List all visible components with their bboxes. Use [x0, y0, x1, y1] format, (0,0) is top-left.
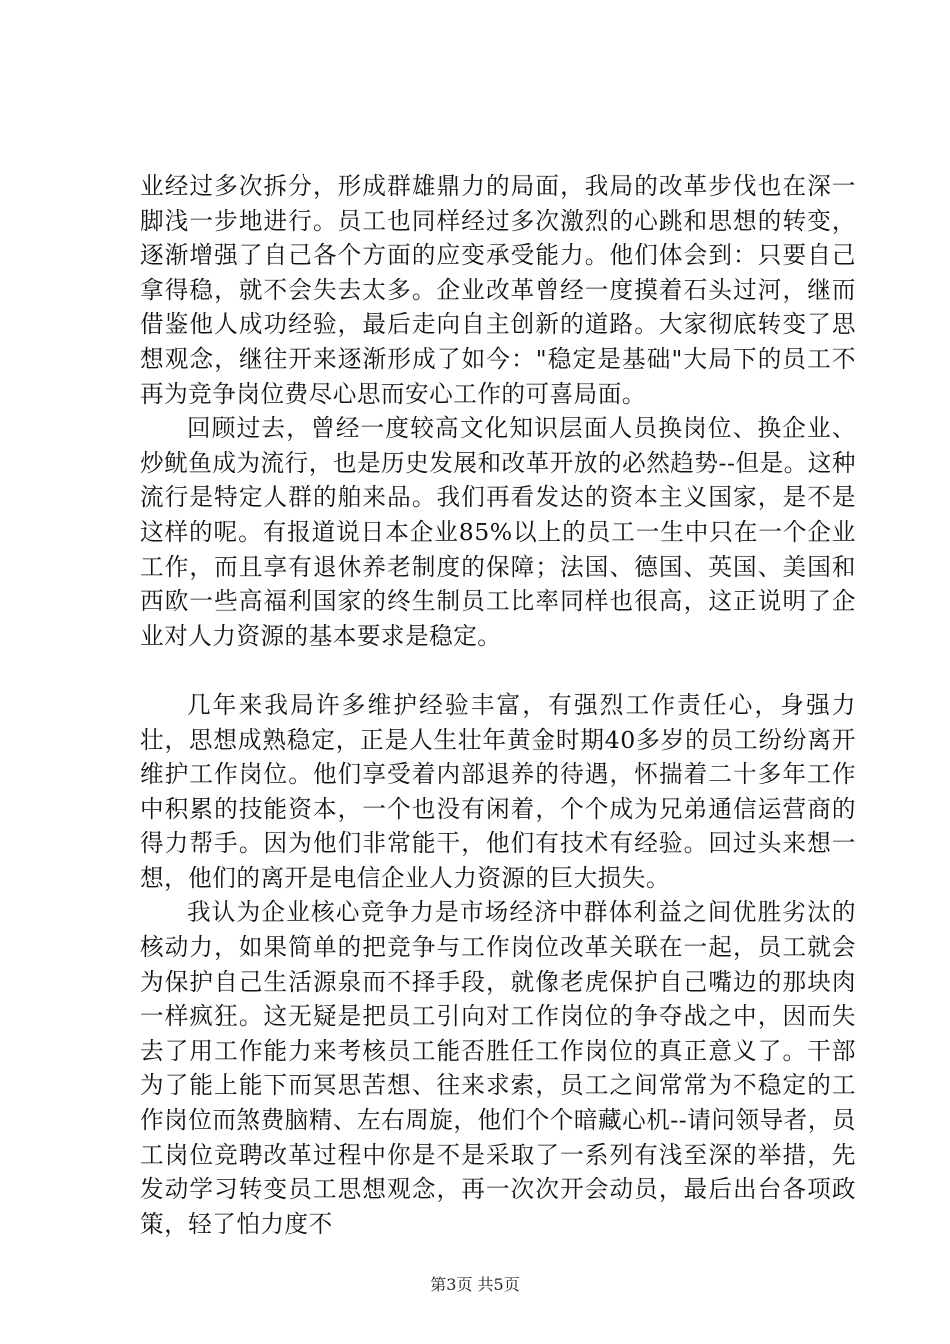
document-body [140, 169, 856, 1241]
paragraph-4: 我认为企业核心竞争力是市场经济中群体利益之间优胜劣汰的核动力，如果简单的把竞争与工作岗位改革关联在一起，员工就会为保护自己生活源泉而不择手段，就像老虎保护自己嘴边的那块肉一样疯狂。这无疑是把员工引向对工作岗位的争夺战之中，因而失去了用工作能力来考核员工能否胜任工作岗位的真正意义了。干部为了能上能下而冥思苦想、往来求索，员工之间常常为不稳定的工作岗位而煞费脑精、左右周旋，他们个个暗藏心机--请问领导者，员工岗位竞聘改革过程中你是不是采取了一系列有浅至深的举措，先发动学习转变员工思想观念，再一次次开会动员，最后出台各项政策，轻了怕力度不 [140, 898, 856, 1238]
paragraph-2: 回顾过去，曾经一度较高文化知识层面人员换岗位、换企业、炒鱿鱼成为流行，也是历史发展和改革开放的必然趋势--但是。这种流行是特定人群的舶来品。我们再看发达的资本主义国家，是不是这样的呢。有报道说日本企业85%以上的员工一生中只在一个企业工作，而且享有退休养老制度的保障；法国、德国、英国、美国和西欧一些高福利国家的终生制员工比率同样也很高，这正说明了企业对人力资源的基本要求是稳定。 [140, 414, 856, 650]
paragraph-3: 几年来我局许多维护经验丰富，有强烈工作责任心，身强力壮，思想成熟稳定，正是人生壮年黄金时期40多岁的员工纷纷离开维护工作岗位。他们享受着内部退养的待遇，怀揣着二十多年工作中积累的技能资本，一个也没有闲着，个个成为兄弟通信运营商的得力帮手。因为他们非常能干，他们有技术有经验。回过头来想一想，他们的离开是电信企业人力资源的巨大损失。 [140, 690, 856, 892]
page-number-footer: 第3页 共5页 [430, 1275, 520, 1294]
paragraph-1: 业经过多次拆分，形成群雄鼎力的局面，我局的改革步伐也在深一脚浅一步地进行。员工也同样经过多次激烈的心跳和思想的转变，逐渐增强了自己各个方面的应变承受能力。他们体会到：只要自己拿得稳，就不会失去太多。企业改革曾经一度摸着石头过河，继而借鉴他人成功经验，最后走向自主创新的道路。大家彻底转变了思想观念，继往开来逐渐形成了如今："稳定是基础"大局下的员工不再为竞争岗位费尽心思而安心工作的可喜局面。 [140, 172, 856, 408]
